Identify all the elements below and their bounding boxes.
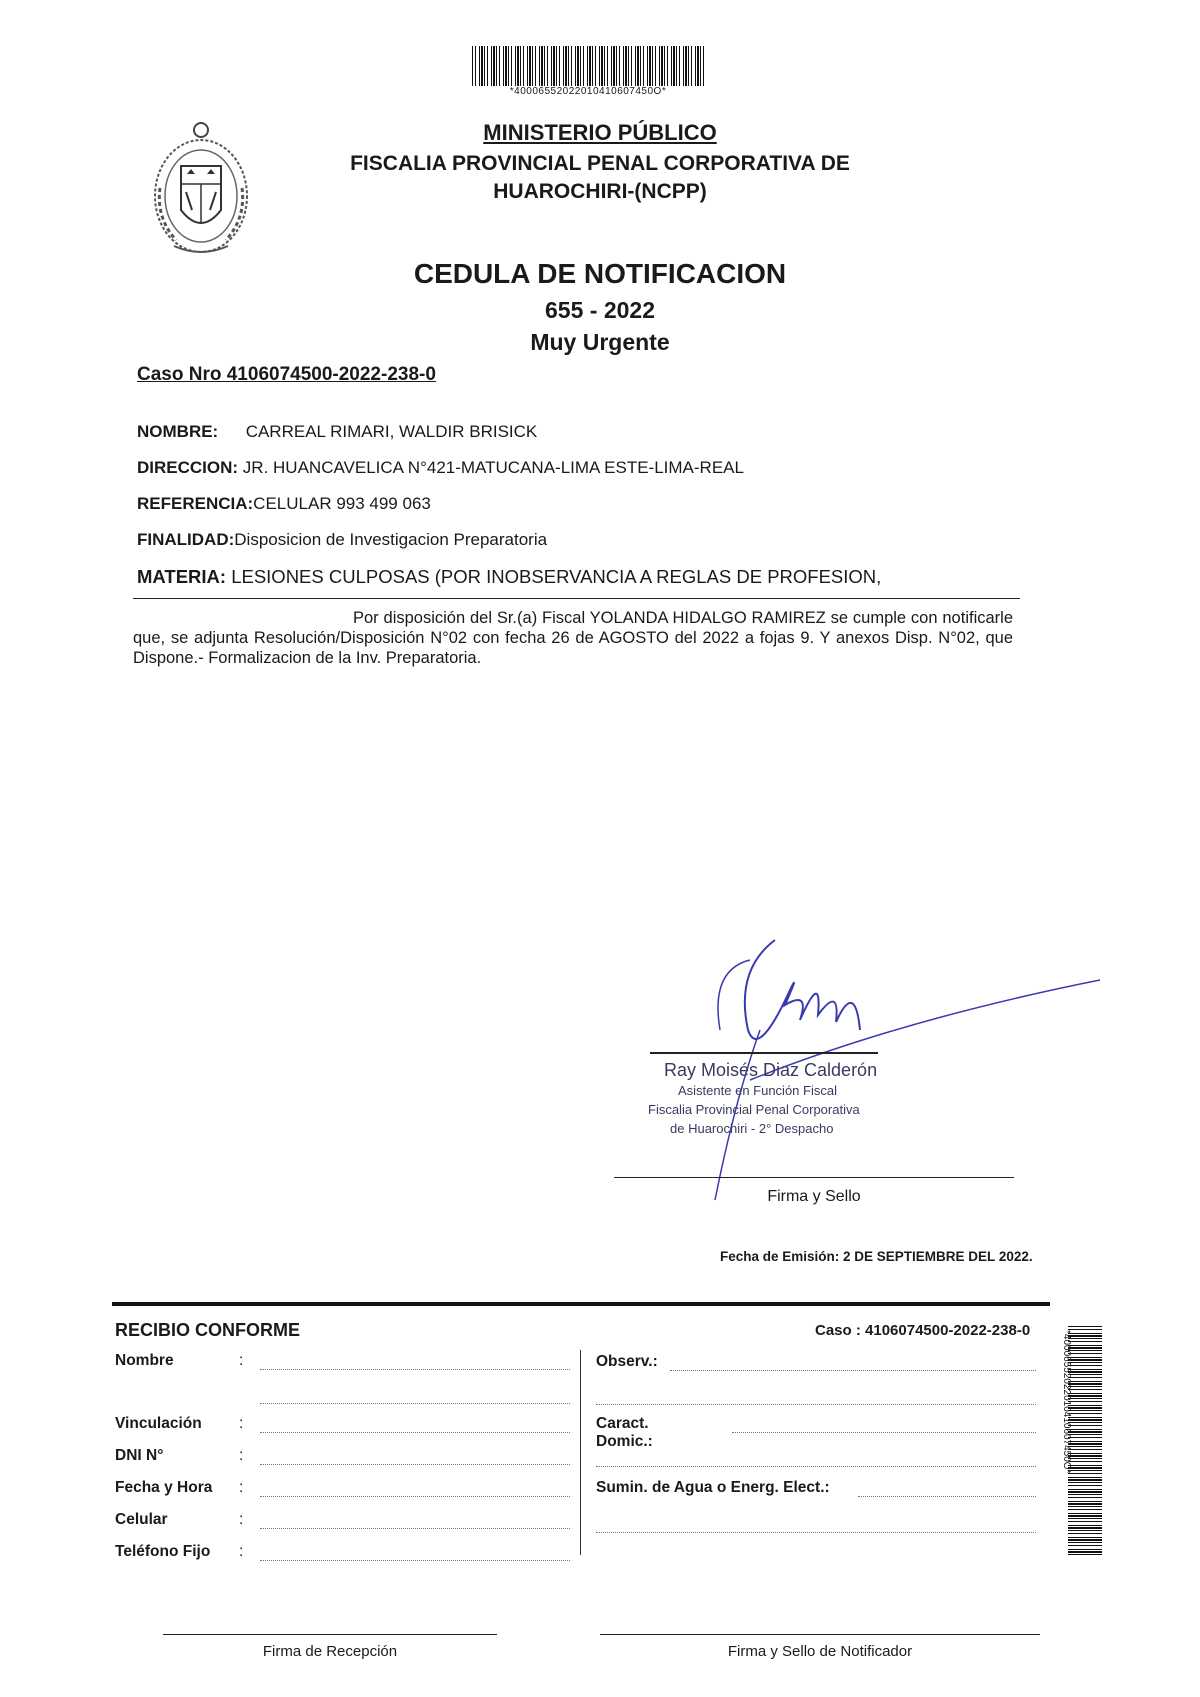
referencia-label: REFERENCIA:: [137, 494, 254, 513]
barcode-bar: [700, 46, 701, 86]
barcode-bar: [1068, 1431, 1102, 1433]
barcode-bar: [607, 46, 608, 86]
barcode-bar: [551, 46, 552, 86]
firma-y-sello-label: Firma y Sello: [767, 1188, 861, 1205]
barcode-bar: [628, 46, 629, 86]
barcode-bar: [508, 46, 509, 86]
barcode-bar: [637, 46, 639, 86]
receipt-case-number: Caso : 4106074500-2022-238-0: [815, 1322, 1031, 1339]
barcode-bar: [1068, 1345, 1102, 1346]
barcode-bar: [1068, 1539, 1102, 1541]
barcode-bar: [1068, 1479, 1102, 1481]
firma-notificador-line: [600, 1634, 1040, 1635]
receipt-column-separator: [580, 1350, 581, 1555]
barcode-bar: [604, 46, 605, 86]
document-priority: Muy Urgente: [530, 329, 670, 355]
barcode-bar: [673, 46, 675, 86]
notification-body-text: Por disposición del Sr.(a) Fiscal YOLANDA HIDALGO RAMIREZ se cumple con notificarle que, se adjunta Resolución/Disposición N°02 con fecha 26 de AGOSTO del 2022 a fojas 9. Y anexos Disp. N°02, que Dispone.- Formalizacion de la Inv. Preparatoria.: [133, 609, 1013, 667]
barcode-bar: [1068, 1410, 1102, 1411]
barcode-bar: [1068, 1530, 1102, 1531]
caract-line[interactable]: [732, 1431, 1036, 1433]
peru-coat-of-arms-seal-icon: [146, 118, 256, 258]
direccion-value: JR. HUANCAVELICA N°421-MATUCANA-LIMA ESTE-LIMA-REAL: [242, 458, 744, 477]
barcode-bar: [1068, 1461, 1102, 1462]
barcode-bar: [1068, 1437, 1102, 1438]
field-direccion: [137, 458, 744, 478]
firma-line: [614, 1177, 1014, 1178]
barcode-bar: [1068, 1509, 1102, 1510]
barcode-bar: [568, 46, 569, 86]
barcode-bar: [1068, 1441, 1102, 1442]
barcode-bar: [1068, 1458, 1102, 1459]
case-number: Caso Nro 4106074500-2022-238-0: [137, 364, 436, 385]
barcode-bar: [1068, 1521, 1102, 1522]
barcode-bar: [1068, 1482, 1102, 1483]
barcode-bar: [517, 46, 519, 86]
barcode-bar: [556, 46, 557, 86]
barcode-bar: [481, 46, 483, 86]
barcode-bar: [577, 46, 579, 86]
signer-office-1: Fiscalia Provincial Penal Corporativa: [648, 1102, 860, 1117]
barcode-bar: [1068, 1369, 1102, 1370]
firma-recepcion-line: [163, 1634, 497, 1635]
barcode-bar: [1068, 1449, 1102, 1450]
office-line-1: FISCALIA PROVINCIAL PENAL CORPORATIVA DE: [350, 152, 850, 175]
firma-recepcion-label: Firma de Recepción: [262, 1643, 398, 1660]
barcode-bar: [547, 46, 548, 86]
barcode-bar: [1068, 1374, 1102, 1375]
label-nombre: Nombre: [115, 1352, 174, 1369]
nombre-line[interactable]: [260, 1368, 570, 1370]
barcode-bar: [652, 46, 653, 86]
barcode-bar: [655, 46, 656, 86]
colon: :: [239, 1511, 244, 1528]
barcode-bar: [587, 46, 588, 86]
barcode-bar: [499, 46, 500, 86]
barcode-bar: [1068, 1515, 1102, 1517]
barcode-bar: [553, 46, 555, 86]
celular-line[interactable]: [260, 1527, 570, 1529]
field-finalidad: [137, 530, 547, 550]
barcode-bar: [616, 46, 617, 86]
barcode-bar: [484, 46, 485, 86]
firma-notificador-label: Firma y Sello de Notificador: [727, 1643, 913, 1660]
barcode-bar: [472, 46, 473, 86]
barcode-bar: [1068, 1533, 1102, 1534]
barcode-bar: [1068, 1525, 1102, 1526]
barcode-bar: [1068, 1419, 1102, 1421]
barcode-bar: [1068, 1347, 1102, 1349]
barcode-bar: [1068, 1389, 1102, 1390]
barcode-bar: [1068, 1405, 1102, 1406]
label-observ: Observ.:: [596, 1353, 658, 1370]
barcode-bar: [664, 46, 665, 86]
barcode-bar: [515, 46, 516, 86]
barcode-bar: [1068, 1398, 1102, 1399]
barcode-bar: [1068, 1333, 1102, 1334]
barcode-bar: [1068, 1497, 1102, 1498]
signer-role: Asistente en Función Fiscal: [678, 1083, 837, 1098]
barcode-bar: [625, 46, 627, 86]
field-nombre: [137, 422, 537, 442]
colon: :: [239, 1447, 244, 1464]
barcode-bar: [619, 46, 620, 86]
materia-value: LESIONES CULPOSAS (POR INOBSERVANCIA A REGLAS DE PROFESION,: [231, 566, 882, 587]
barcode-bar: [523, 46, 524, 86]
label-vinculacion: Vinculación: [115, 1415, 202, 1432]
barcode-bar: [1068, 1434, 1102, 1435]
barcode-bar: [1068, 1335, 1102, 1337]
barcode-bar: [1068, 1527, 1102, 1529]
colon: :: [239, 1352, 244, 1369]
signer-office-2: de Huarochiri - 2° Despacho: [670, 1121, 834, 1136]
barcode-bar: [1068, 1455, 1102, 1457]
barcode-bar: [491, 46, 492, 86]
barcode-bar: [671, 46, 672, 86]
colon: :: [239, 1479, 244, 1496]
barcode-bar: [667, 46, 668, 86]
barcode-side-text: *40006552022010410607450O*: [1061, 1330, 1072, 1474]
barcode-bar: [503, 46, 504, 86]
vinculacion-line[interactable]: [260, 1431, 570, 1433]
barcode-bar: [1068, 1545, 1102, 1546]
barcode-bar: [611, 46, 612, 86]
barcode-bar: [649, 46, 651, 86]
barcode-bar: [640, 46, 641, 86]
barcode-bar: [1068, 1453, 1102, 1454]
barcode-bar: [679, 46, 680, 86]
barcode-bar: [505, 46, 507, 86]
label-sumin: Sumin. de Agua o Energ. Elect.:: [596, 1479, 830, 1496]
ministry-title: MINISTERIO PÚBLICO: [483, 120, 717, 145]
barcode-bar: [511, 46, 512, 86]
referencia-value: CELULAR 993 499 063: [253, 494, 431, 513]
barcode-bar: [1068, 1477, 1102, 1478]
nombre-value: CARREAL RIMARI, WALDIR BRISICK: [245, 422, 538, 441]
divider: [133, 598, 1020, 599]
barcode-bar: [527, 46, 528, 86]
barcode-bar: [703, 46, 704, 86]
barcode-bar: [1068, 1467, 1102, 1469]
barcode-bar: [1068, 1381, 1102, 1382]
barcode-bar: [1068, 1395, 1102, 1397]
barcode-bar: [1068, 1549, 1102, 1550]
barcode-bar: [1068, 1393, 1102, 1394]
barcode-bar: [583, 46, 584, 86]
receipt-title: RECIBIO CONFORME: [115, 1320, 301, 1340]
barcode-bar: [1068, 1371, 1102, 1373]
barcode-bar: [1068, 1551, 1102, 1553]
barcode-bar: [539, 46, 540, 86]
barcode-bar: [688, 46, 689, 86]
barcode-bar: [1068, 1422, 1102, 1423]
barcode-side: [1068, 1326, 1102, 1556]
observ-line[interactable]: [670, 1369, 1036, 1371]
barcode-bar: [1068, 1513, 1102, 1514]
barcode-bar: [1068, 1494, 1102, 1495]
document-title: CEDULA DE NOTIFICACION: [413, 258, 787, 289]
barcode-bar: [695, 46, 696, 86]
label-caract-domic: Caract. Domic.:: [596, 1415, 653, 1450]
barcode-bar: [1068, 1362, 1102, 1363]
nombre-line-2[interactable]: [260, 1402, 570, 1404]
barcode-bar: [496, 46, 497, 86]
barcode-bar: [1068, 1425, 1102, 1426]
barcode-top-text: *40006552022010410607450O*: [509, 86, 667, 97]
colon: :: [239, 1415, 244, 1432]
barcode-bar: [1068, 1446, 1102, 1447]
barcode-bar: [575, 46, 576, 86]
barcode-bar: [1068, 1377, 1102, 1378]
barcode-bar: [544, 46, 545, 86]
sumin-line-2[interactable]: [596, 1531, 1036, 1533]
barcode-bar: [1068, 1443, 1102, 1445]
barcode-bar: [647, 46, 648, 86]
direccion-label: DIRECCION:: [137, 458, 239, 477]
label-telefono-fijo: Teléfono Fijo: [115, 1543, 211, 1560]
barcode-bar: [532, 46, 533, 86]
barcode-bar: [1068, 1341, 1102, 1342]
barcode-bar: [613, 46, 615, 86]
official-stamp: [640, 1060, 920, 1138]
barcode-bar: [1068, 1470, 1102, 1471]
finalidad-label: FINALIDAD:: [137, 530, 235, 549]
signer-name: Ray Moisés Diaz Calderón: [664, 1060, 878, 1080]
notification-body: [133, 608, 1013, 668]
field-materia: [137, 566, 881, 588]
office-name: [300, 150, 900, 206]
document-number: 655 - 2022: [545, 297, 655, 323]
materia-label: MATERIA:: [137, 566, 227, 587]
barcode-bar: [1068, 1338, 1102, 1339]
fecha-hora-line[interactable]: [260, 1495, 570, 1497]
barcode-bar: [1068, 1357, 1102, 1358]
barcode-bar: [565, 46, 567, 86]
barcode-bar: [559, 46, 560, 86]
barcode-bar: [1068, 1473, 1102, 1474]
label-fecha-hora: Fecha y Hora: [115, 1479, 213, 1496]
dni-line[interactable]: [260, 1463, 570, 1465]
barcode-bar: [571, 46, 572, 86]
barcode-bar: [1068, 1491, 1102, 1493]
barcode-bar: [475, 46, 476, 86]
barcode-bar: [535, 46, 536, 86]
barcode-bar: [1068, 1503, 1102, 1505]
barcode-bar: [1068, 1326, 1102, 1327]
barcode-bar: [659, 46, 660, 86]
barcode-bar: [631, 46, 632, 86]
label-celular: Celular: [115, 1511, 168, 1528]
barcode-bar: [1068, 1537, 1102, 1538]
barcode-bar: [1068, 1542, 1102, 1543]
emission-date: Fecha de Emisión: 2 DE SEPTIEMBRE DEL 2022.: [720, 1249, 1033, 1264]
barcode-bar: [487, 46, 488, 86]
nombre-label: NOMBRE:: [137, 422, 219, 441]
office-line-2: HUAROCHIRI-(NCPP): [493, 180, 707, 203]
receipt-divider: [112, 1302, 1050, 1306]
barcode-bar: [541, 46, 543, 86]
barcode-bar: [589, 46, 591, 86]
barcode-bar: [1068, 1401, 1102, 1402]
caract-line-2[interactable]: [596, 1465, 1036, 1467]
observ-line-2[interactable]: [596, 1403, 1036, 1405]
telefono-line[interactable]: [260, 1559, 570, 1561]
barcode-bar: [520, 46, 521, 86]
label-dni: DNI N°: [115, 1447, 164, 1464]
barcode-bar: [1068, 1465, 1102, 1466]
finalidad-value: Disposicion de Investigacion Preparatoria: [234, 530, 548, 549]
barcode-bar: [1068, 1383, 1102, 1385]
barcode-bar: [1068, 1506, 1102, 1507]
barcode-bar: [592, 46, 593, 86]
barcode-bar: [661, 46, 663, 86]
barcode-bar: [1068, 1359, 1102, 1361]
barcode-bar: [1068, 1485, 1102, 1486]
barcode-bar: [623, 46, 624, 86]
barcode-bar: [1068, 1429, 1102, 1430]
barcode-bar: [635, 46, 636, 86]
barcode-bar: [697, 46, 699, 86]
barcode-bar: [529, 46, 531, 86]
colon: :: [239, 1543, 244, 1560]
barcode-bar: [1068, 1489, 1102, 1490]
barcode-bar: [563, 46, 564, 86]
barcode-bar: [643, 46, 644, 86]
barcode-bar: [1068, 1329, 1102, 1330]
barcode-bar: [676, 46, 677, 86]
barcode-bar: [580, 46, 581, 86]
barcode-bar: [599, 46, 600, 86]
barcode-bar: [1068, 1501, 1102, 1502]
barcode-bar: [685, 46, 687, 86]
barcode-bar: [683, 46, 684, 86]
barcode-bar: [1068, 1365, 1102, 1366]
barcode-bar: [601, 46, 603, 86]
barcode-bar: [1068, 1417, 1102, 1418]
barcode-bar: [479, 46, 480, 86]
sumin-line[interactable]: [858, 1495, 1036, 1497]
barcode-bar: [595, 46, 596, 86]
barcode-bar: [1068, 1407, 1102, 1409]
barcode-bar: [1068, 1386, 1102, 1387]
barcode-bar: [1068, 1353, 1102, 1354]
barcode-bar: [1068, 1518, 1102, 1519]
barcode-bar: [1068, 1350, 1102, 1351]
stamp-line: [650, 1052, 878, 1054]
field-referencia: [137, 494, 431, 514]
barcode-bar: [1068, 1413, 1102, 1414]
barcode-bar: [691, 46, 692, 86]
barcode-bar: [1068, 1554, 1102, 1555]
barcode-bar: [493, 46, 495, 86]
barcode-top: [472, 46, 704, 86]
